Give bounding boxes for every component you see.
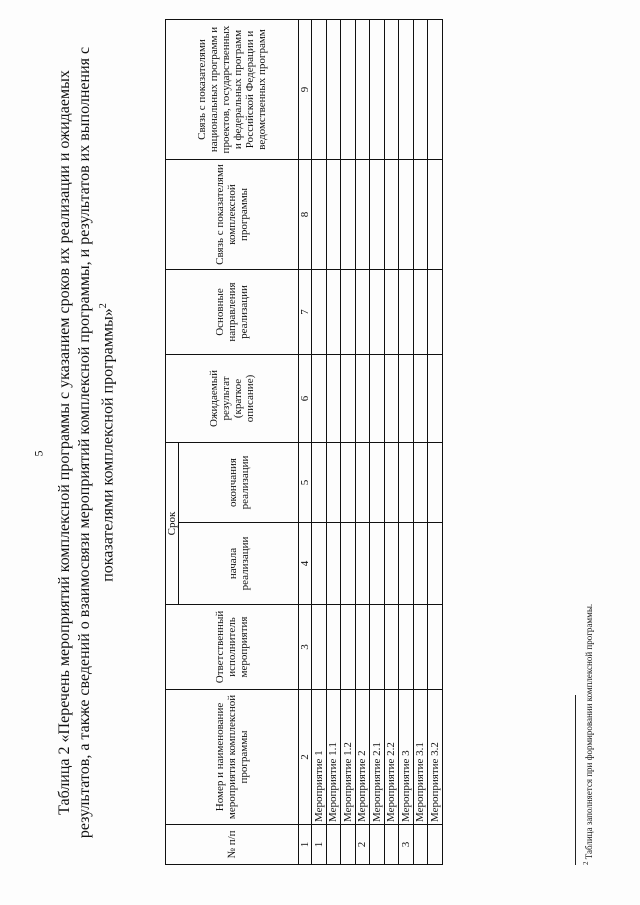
empty-cell [312, 443, 327, 523]
activity-name: Мероприятие 1.2 [341, 690, 356, 825]
header-num: № п/п [166, 825, 299, 865]
table-title [55, 20, 118, 865]
empty-cell [384, 523, 399, 605]
empty-cell [341, 443, 356, 523]
empty-cell [428, 355, 443, 443]
empty-cell [355, 20, 370, 160]
empty-cell [341, 355, 356, 443]
empty-cell [413, 443, 428, 523]
empty-cell [355, 355, 370, 443]
empty-cell [326, 20, 341, 160]
empty-cell [355, 523, 370, 605]
footnote-body: Таблица заполняется при формировании комплексной программы. [584, 603, 594, 860]
table-row [384, 20, 399, 865]
title-line-2: результатов, а также сведений о взаимосвязи мероприятий комплексной программы, и результатов их выполнения с [75, 46, 93, 839]
empty-cell [326, 355, 341, 443]
empty-cell [399, 160, 414, 270]
empty-cell [384, 20, 399, 160]
empty-cell [370, 523, 385, 605]
footnote-rule [575, 695, 576, 865]
empty-cell [370, 605, 385, 690]
table-row [413, 20, 428, 865]
empty-cell [312, 523, 327, 605]
activity-name: Мероприятие 3.2 [428, 690, 443, 825]
empty-cell [428, 160, 443, 270]
table-row [312, 20, 327, 865]
header-term: Срок [166, 443, 179, 605]
activity-name: Мероприятие 1 [312, 690, 327, 825]
header-term-end: окончания реализации [179, 443, 299, 523]
empty-cell [428, 443, 443, 523]
column-number: 7 [299, 270, 312, 355]
column-number: 6 [299, 355, 312, 443]
table-row [326, 20, 341, 865]
empty-cell [355, 605, 370, 690]
empty-cell [413, 270, 428, 355]
header-result: Ожидаемый результат (краткое описание) [166, 355, 299, 443]
header-link-national: Связь с показателями национальных программ и проектов, государственных и федеральных программ Российской Федерации и ведомственных программ [166, 20, 299, 160]
empty-cell [326, 160, 341, 270]
empty-cell [384, 355, 399, 443]
empty-cell [355, 270, 370, 355]
column-number: 1 [299, 825, 312, 865]
empty-cell [413, 523, 428, 605]
column-number: 3 [299, 605, 312, 690]
empty-cell [370, 20, 385, 160]
empty-cell [370, 355, 385, 443]
empty-cell [355, 160, 370, 270]
row-number: 1 [312, 825, 327, 865]
empty-cell [326, 523, 341, 605]
empty-cell [399, 20, 414, 160]
empty-cell [384, 160, 399, 270]
empty-cell [413, 20, 428, 160]
title-footnote-mark: 2 [98, 303, 109, 309]
footnote-mark: 2 [582, 861, 590, 865]
footnote-text [582, 20, 594, 865]
empty-cell [428, 605, 443, 690]
row-number [413, 825, 428, 865]
column-number: 2 [299, 690, 312, 825]
empty-cell [326, 605, 341, 690]
page-number: 5 [31, 450, 46, 457]
row-number [428, 825, 443, 865]
empty-cell [413, 355, 428, 443]
empty-cell [399, 270, 414, 355]
row-number [370, 825, 385, 865]
empty-cell [428, 523, 443, 605]
empty-cell [341, 270, 356, 355]
empty-cell [428, 20, 443, 160]
empty-cell [399, 523, 414, 605]
title-line-1: Таблица 2 «Перечень мероприятий комплексной программы с указанием сроков их реализации и ожидаемых [56, 70, 73, 815]
activity-name: Мероприятие 2.1 [370, 690, 385, 825]
row-number: 2 [355, 825, 370, 865]
empty-cell [312, 160, 327, 270]
table-row [399, 20, 414, 865]
empty-cell [355, 443, 370, 523]
row-number: 3 [399, 825, 414, 865]
empty-cell [428, 270, 443, 355]
empty-cell [341, 160, 356, 270]
empty-cell [399, 605, 414, 690]
empty-cell [312, 605, 327, 690]
empty-cell [326, 270, 341, 355]
empty-cell [384, 443, 399, 523]
header-term-start: начала реализации [179, 523, 299, 605]
footnote [575, 20, 594, 865]
empty-cell [399, 355, 414, 443]
empty-cell [384, 605, 399, 690]
table-row [428, 20, 443, 865]
empty-cell [370, 443, 385, 523]
column-number: 8 [299, 160, 312, 270]
header-name: Номер и наименование мероприятия комплексной программы [166, 690, 299, 825]
activity-name: Мероприятие 2 [355, 690, 370, 825]
activity-name: Мероприятие 3 [399, 690, 414, 825]
empty-cell [384, 270, 399, 355]
empty-cell [341, 20, 356, 160]
column-number: 5 [299, 443, 312, 523]
table-row [341, 20, 356, 865]
empty-cell [370, 270, 385, 355]
rotated-content [55, 20, 640, 865]
empty-cell [312, 20, 327, 160]
empty-cell [312, 355, 327, 443]
empty-cell [413, 605, 428, 690]
header-directions: Основные направления реализации [166, 270, 299, 355]
column-number: 4 [299, 523, 312, 605]
table-body [299, 20, 443, 865]
header-link-program: Связь с показателями комплексной программы [166, 160, 299, 270]
row-number [384, 825, 399, 865]
activities-table [165, 19, 443, 865]
empty-cell [341, 605, 356, 690]
empty-cell [413, 160, 428, 270]
table-row [370, 20, 385, 865]
activity-name: Мероприятие 3.1 [413, 690, 428, 825]
title-line-3 [94, 20, 118, 865]
row-number [341, 825, 356, 865]
row-number [326, 825, 341, 865]
column-number-row [299, 20, 312, 865]
activity-name: Мероприятие 2.2 [384, 690, 399, 825]
header-responsible: Ответственный исполнитель мероприятия [166, 605, 299, 690]
column-number: 9 [299, 20, 312, 160]
empty-cell [341, 523, 356, 605]
empty-cell [399, 443, 414, 523]
title-line-3-text: показателями комплексной программы» [99, 308, 117, 582]
empty-cell [326, 443, 341, 523]
activity-name: Мероприятие 1.1 [326, 690, 341, 825]
empty-cell [370, 160, 385, 270]
empty-cell [312, 270, 327, 355]
table-row [355, 20, 370, 865]
